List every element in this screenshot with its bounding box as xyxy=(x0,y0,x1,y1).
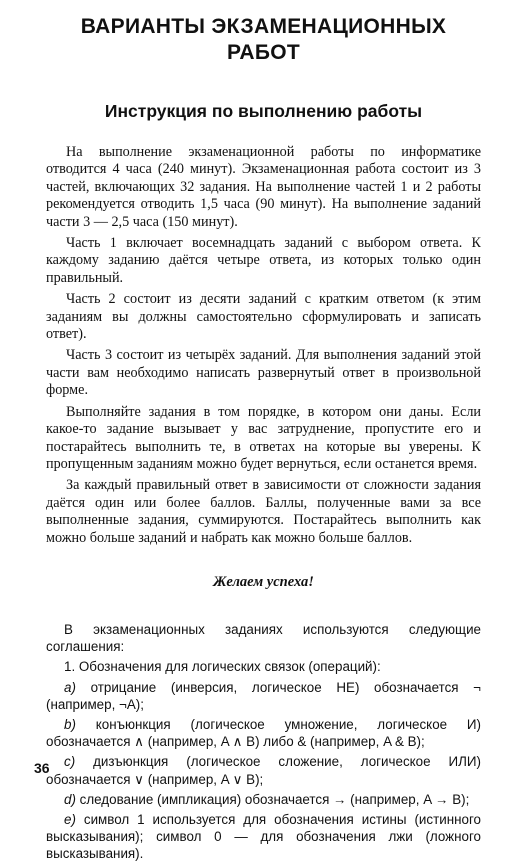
item-text: дизъюнкция (логическое сложение, логическое ИЛИ) обозначается ∨ (например, A ∨ B); xyxy=(46,754,481,787)
conventions-item-1: 1. Обозначения для логических связок (операций): xyxy=(64,659,381,675)
instruction-paragraph: За каждый правильный ответ в зависимости от сложности задания даётся один или более баллов. Баллы, полученные вами за все выполненные задания, суммируются. Постарайтесь выполнить как можно больше заданий и набрать как можно больше баллов. xyxy=(46,477,481,546)
convention-disjunction xyxy=(46,753,481,787)
convention-conjunction xyxy=(46,716,481,750)
conventions-intro: В экзаменационных заданиях используются следующие соглашения: xyxy=(46,621,481,655)
convention-true-false xyxy=(46,811,481,863)
instruction-paragraph: На выполнение экзаменационной работы по информатике отводится 4 часа (240 минут). Экзаменационная работа состоит из 3 частей, включающих 32 задания. На выполнение частей 1 и 2 работы рекомендуется отводить 1,5 часа (90 минут). На выполнение заданий части 3 — 2,5 часа (150 минут). xyxy=(46,144,481,230)
section-title: Инструкция по выполнению работы xyxy=(104,101,423,121)
item-label: a) xyxy=(64,679,76,695)
instruction-paragraph: Часть 3 состоит из четырёх заданий. Для выполнения заданий этой части вам необходимо написать развернутый ответ в произвольной форме. xyxy=(46,347,481,399)
item-label: d) xyxy=(64,791,76,807)
item-label: c) xyxy=(64,754,76,770)
item-label: e) xyxy=(64,811,76,827)
instruction-paragraph: Часть 2 состоит из десяти заданий с кратким ответом (к этим заданиям вы должны самостоятельно сформулировать и записать ответ). xyxy=(46,291,481,343)
instruction-paragraph: Часть 1 включает восемнадцать заданий с выбором ответа. К каждому заданию даётся четыре ответа, из которых только один правильный. xyxy=(46,235,481,286)
item-text: отрицание (инверсия, логическое НЕ) обозначается ¬ (например, ¬A); xyxy=(46,679,481,712)
item-label: b) xyxy=(64,716,76,732)
convention-negation xyxy=(46,679,481,713)
page-number: 36 xyxy=(34,760,50,776)
instruction-paragraph: Выполняйте задания в том порядке, в котором они даны. Если какое-то задание вызывает у вас затруднение, пропустите его и постарайтесь выполнить те, в ответах на которые вы уверены. К пропущенным заданиям можно будет вернуться, если останется время. xyxy=(46,403,481,472)
item-text: следование (импликация) обозначается → (например, A → B); xyxy=(75,791,470,807)
convention-implication xyxy=(46,791,481,808)
page-title: ВАРИАНТЫ ЭКЗАМЕНАЦИОННЫХ РАБОТ xyxy=(80,15,447,64)
good-luck-heading: Желаем успеха! xyxy=(213,573,314,590)
item-text: конъюнкция (логическое умножение, логическое И) обозначается ∧ (например, A ∧ B) либо & (например, A & B); xyxy=(46,716,481,750)
item-text: символ 1 используется для обозначения истины (истинного высказывания); символ 0 — для обозначения лжи (ложного высказывания). xyxy=(46,811,481,862)
